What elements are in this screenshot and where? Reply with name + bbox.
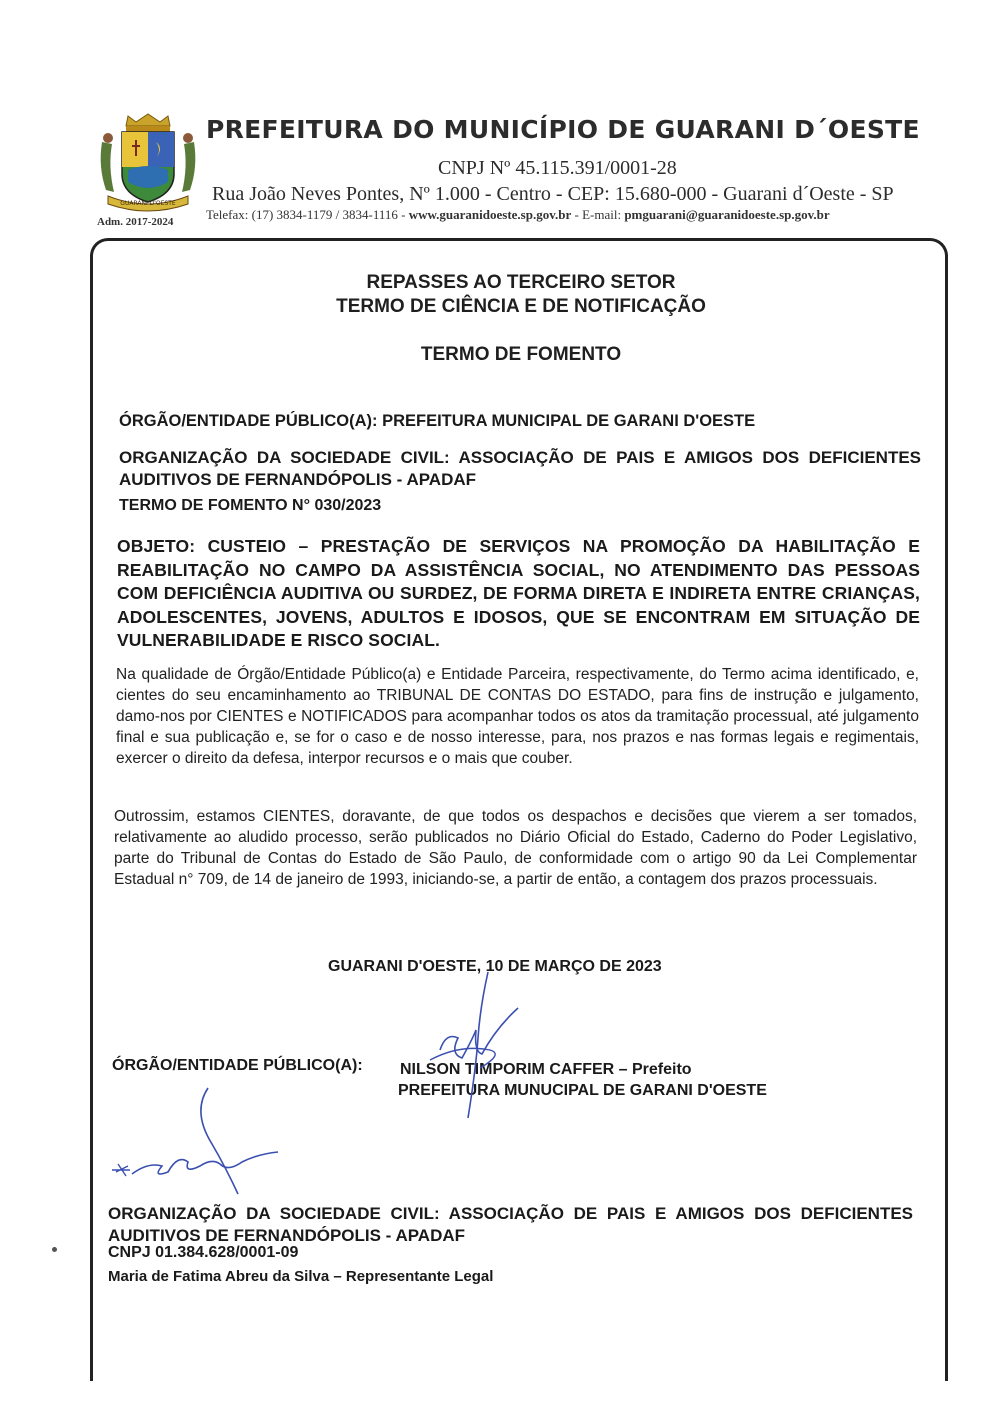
contact-email: pmguarani@guaranidoeste.sp.gov.br bbox=[624, 207, 830, 222]
signature-osc-cnpj: CNPJ 01.384.628/0001-09 bbox=[108, 1244, 299, 1261]
municipality-cnpj: CNPJ Nº 45.115.391/0001-28 bbox=[438, 157, 677, 179]
administration-period: Adm. 2017-2024 bbox=[97, 216, 174, 228]
objeto-paragraph: OBJETO: CUSTEIO – PRESTAÇÃO DE SERVIÇOS NA PROMOÇÃO DA HABILITAÇÃO E REABILITAÇÃO NO CAMPO DA ASSISTÊNCIA SOCIAL, NO ATENDIMENTO DAS PESSOAS COM DEFICIÊNCIA AUDITIVA OU SURDEZ, DE FORMA DIRETA E INDIRETA ENTRE CRIANÇAS, ADOLESCENTES, JOVENS, ADULTOS E IDOSOS, QUE SE ENCONTRAM EM SITUAÇÃO DE VULNERABILIDADE E RISCO SOCIAL. bbox=[117, 536, 920, 650]
scan-speck bbox=[52, 1247, 57, 1252]
signature-osc-line: ORGANIZAÇÃO DA SOCIEDADE CIVIL: ASSOCIAÇÃO DE PAIS E AMIGOS DOS DEFICIENTES AUDITIVOS DE FERNANDÓPOLIS - APADAF bbox=[108, 1204, 913, 1245]
osc-line: ORGANIZAÇÃO DA SOCIEDADE CIVIL: ASSOCIAÇÃO DE PAIS E AMIGOS DOS DEFICIENTES AUDITIVOS DE FERNANDÓPOLIS - APADAF bbox=[119, 448, 921, 489]
mayor-handwritten-signature bbox=[420, 968, 540, 1128]
signature-orgao-institution: PREFEITURA MUNUCIPAL DE GARANI D'OESTE bbox=[398, 1082, 767, 1099]
signature-osc-representative: Maria de Fatima Abreu da Silva – Representante Legal bbox=[108, 1268, 494, 1285]
document-subtitle: TERMO DE FOMENTO bbox=[420, 344, 622, 365]
contact-website: www.guaranidoeste.sp.gov.br bbox=[408, 207, 572, 222]
representative-handwritten-signature bbox=[108, 1082, 288, 1202]
municipal-crest-logo bbox=[94, 112, 202, 214]
publication-paragraph: Outrossim, estamos CIENTES, doravante, de que todos os despachos e decisões que vierem a ser tomados, relativamente ao aludido processo, serão publicados no Diário Oficial do Estado, Caderno do Poder Legislativo, parte do Tribunal de Contas do Estado de São Paulo, de conformidade com o artigo 90 da Lei Complementar Estadual n° 709, de 14 de janeiro de 1993, iniciando-se, a partir de então, a contagem dos prazos processuais. bbox=[114, 808, 917, 888]
document-title-line2: TERMO DE CIÊNCIA E DE NOTIFICAÇÃO bbox=[336, 296, 706, 317]
document-title-line1: REPASSES AO TERCEIRO SETOR bbox=[366, 272, 676, 293]
crest-ribbon-text: GUARANI D'OESTE bbox=[120, 200, 176, 207]
orgao-entidade-line: ÓRGÃO/ENTIDADE PÚBLICO(A): PREFEITURA MUNICIPAL DE GARANI D'OESTE bbox=[119, 412, 756, 430]
contact-phone: Telefax: (17) 3834-1179 / 3834-1116 - bbox=[206, 207, 409, 222]
municipality-contact bbox=[206, 207, 830, 223]
municipality-address: Rua João Neves Pontes, Nº 1.000 - Centro - CEP: 15.680-000 - Guarani d´Oeste - SP bbox=[212, 183, 894, 205]
notification-paragraph: Na qualidade de Órgão/Entidade Público(a) e Entidade Parceira, respectivamente, do Termo acima identificado, e, cientes do seu encaminhamento ao TRIBUNAL DE CONTAS DO ESTADO, para fins de instrução e julgamento, damo-nos por CIENTES e NOTIFICADOS para acompanhar todos os atos da tramitação processual, até julgamento final e sua publicação e, se for o caso e de nosso interesse, para, nos prazos e nas formas legais e regimentais, exercer o direito da defesa, interpor recursos e o mais que couber. bbox=[116, 666, 919, 767]
signature-orgao-label: ÓRGÃO/ENTIDADE PÚBLICO(A): bbox=[112, 1057, 363, 1074]
contact-email-label: - E-mail: bbox=[571, 207, 625, 222]
municipality-title: PREFEITURA DO MUNICÍPIO DE GUARANI D´OESTE bbox=[206, 115, 920, 144]
signature-orgao-name: NILSON TIMPORIM CAFFER – Prefeito bbox=[400, 1061, 692, 1078]
place-and-date: GUARANI D'OESTE, 10 DE MARÇO DE 2023 bbox=[328, 958, 662, 975]
termo-numero: TERMO DE FOMENTO N° 030/2023 bbox=[119, 497, 382, 514]
